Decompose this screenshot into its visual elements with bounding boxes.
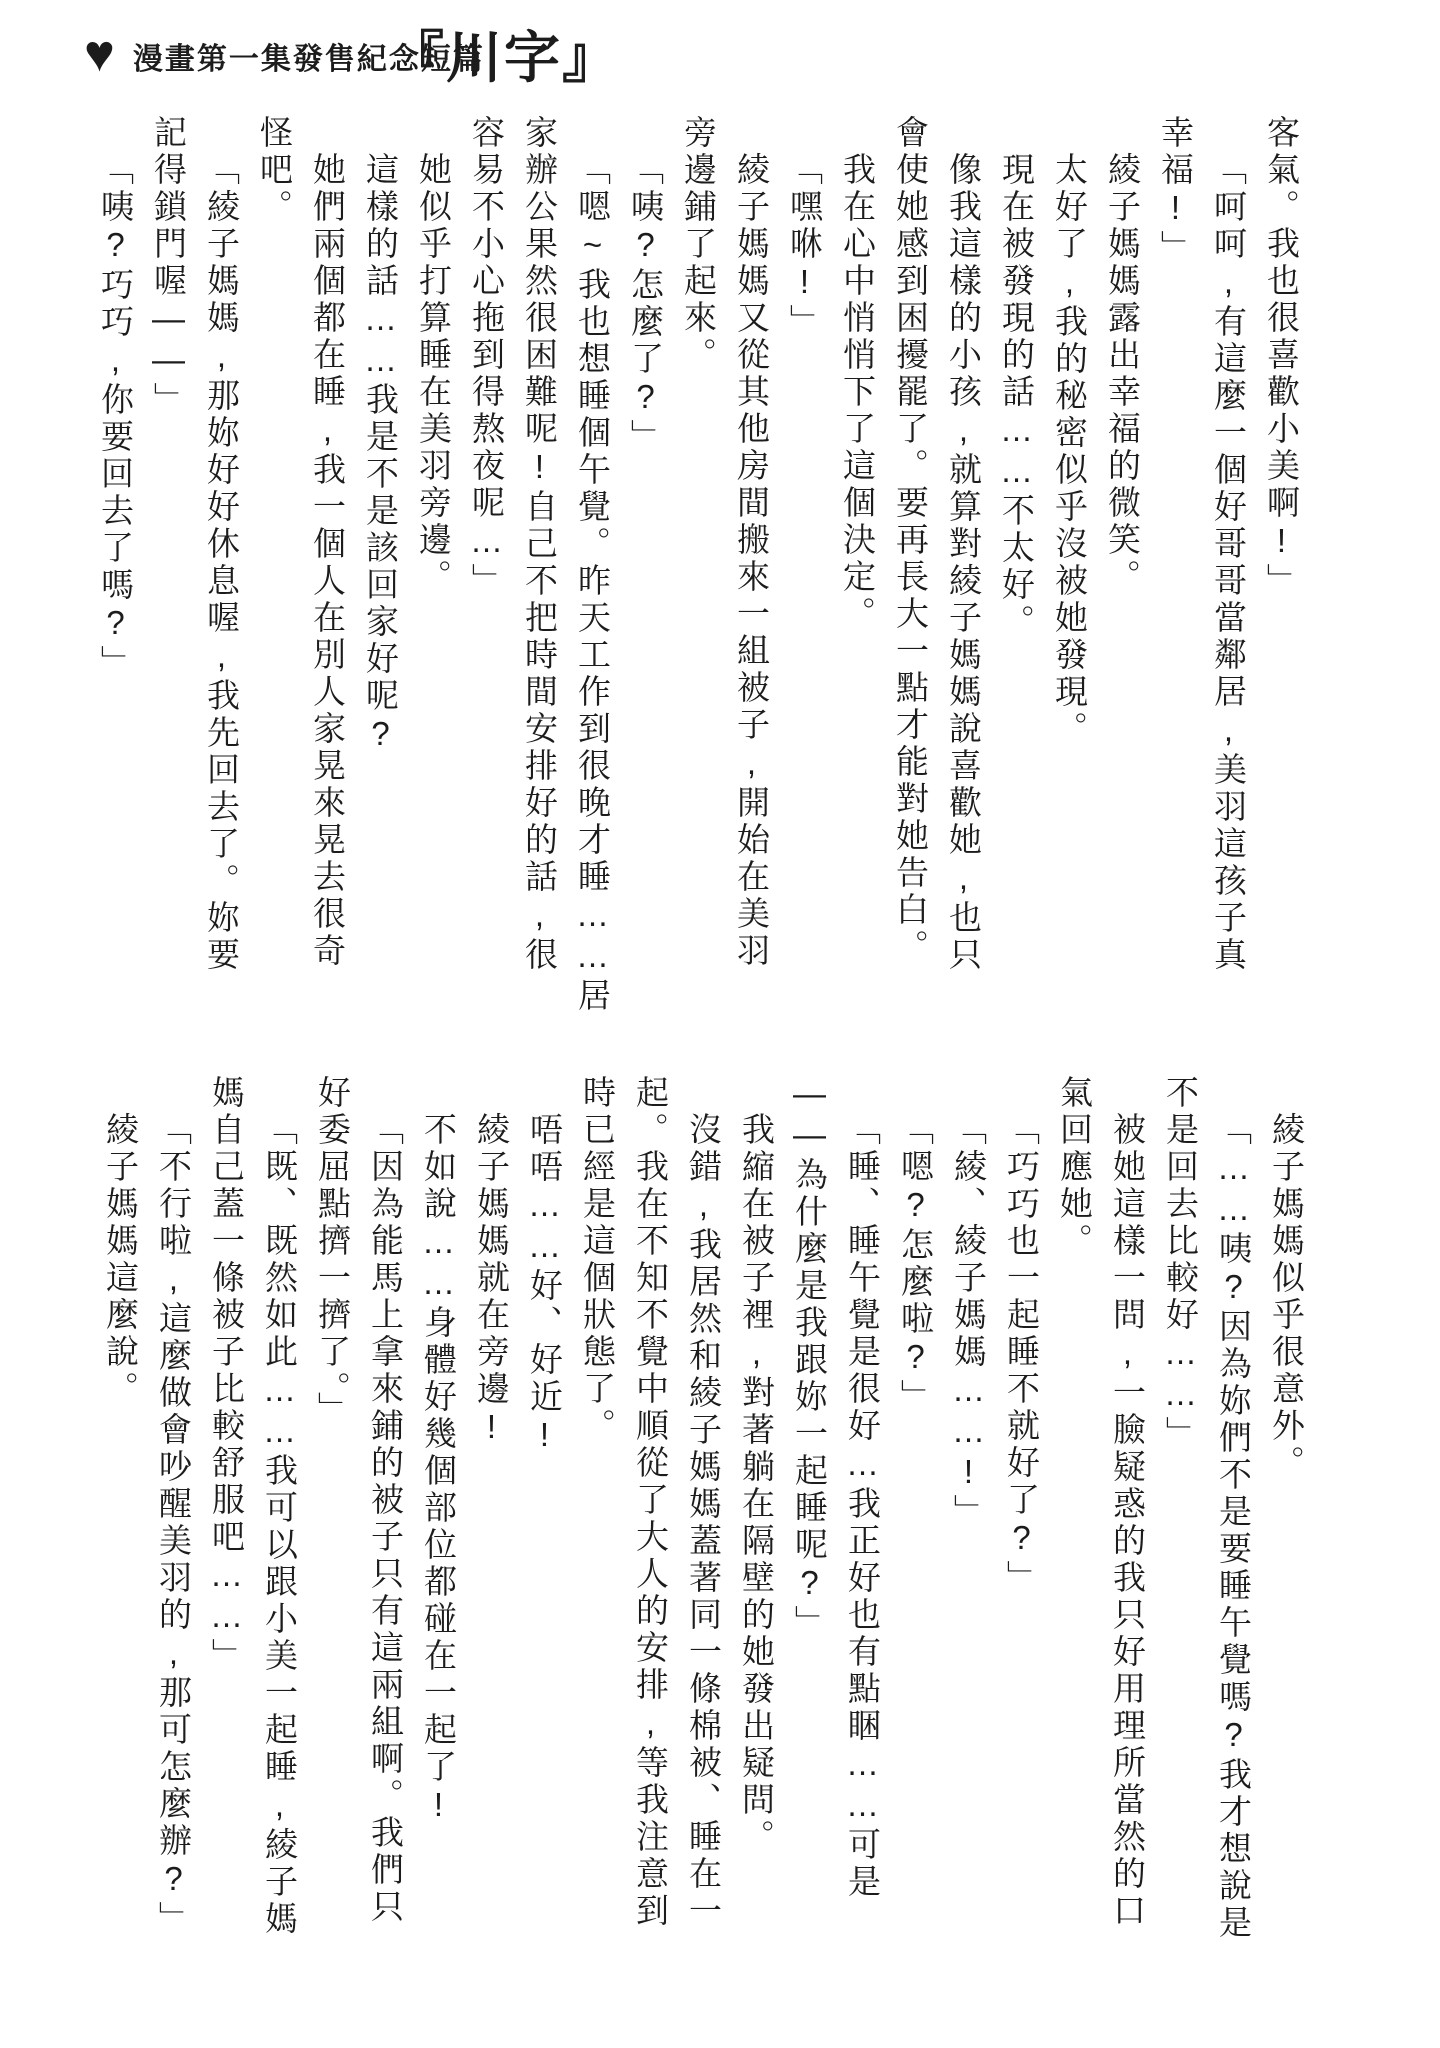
text-column: 時已經是這個狀態了。 (579, 1075, 616, 1445)
text-column: 「綾、綾子媽媽……!」 (950, 1112, 987, 1531)
heart-icon: ♥ (84, 25, 115, 83)
text-column: 會使她感到困擾罷了。要再長大一點才能對她告白。 (892, 115, 929, 966)
text-column: 幸福!」 (1157, 115, 1194, 267)
text-column: 綾子媽媽這麼說。 (102, 1112, 139, 1408)
text-column: 「嘿咻!」 (786, 152, 823, 341)
text-column: 家辦公果然很困難呢!自己不把時間安排好的話,很 (521, 115, 558, 974)
text-column: 怪吧。 (256, 115, 293, 226)
series-label: 漫畫第一集發售紀念短篇 (132, 43, 485, 76)
text-column: 像我這樣的小孩,就算對綾子媽媽說喜歡她,也只 (945, 152, 982, 974)
text-column: 「……咦?因為妳們不是要睡午覺嗎?我才想說是 (1215, 1112, 1252, 1942)
text-column: 「因為能馬上拿來鋪的被子只有這兩組啊。我們只 (367, 1112, 404, 1926)
text-column: 綾子媽媽似乎很意外。 (1268, 1112, 1305, 1482)
text-column: 起。我在不知不覺中順從了大人的安排,等我注意到 (632, 1075, 669, 1930)
text-column: 我在心中悄悄下了這個決定。 (839, 152, 876, 633)
text-column: 「既、既然如此……我可以跟小美一起睡,綾子媽 (261, 1112, 298, 1938)
text-column: 容易不小心拖到得熬夜呢…」 (468, 115, 505, 600)
text-column: 她們兩個都在睡,我一個人在別人家晃來晃去很奇 (309, 152, 346, 970)
text-column: 沒錯,我居然和綾子媽媽蓋著同一條棉被、睡在一 (685, 1112, 722, 1930)
text-column: 她似乎打算睡在美羽旁邊。 (415, 152, 452, 596)
text-column: 綾子媽媽露出幸福的微笑。 (1104, 152, 1141, 596)
text-column: 被她這樣一問,一臉疑惑的我只好用理所當然的口 (1109, 1112, 1146, 1930)
text-column: 「睡、睡午覺是很好…我正好也有點睏……可是 (844, 1112, 881, 1901)
text-column: 記得鎖門喔——」 (150, 115, 187, 419)
text-column: 現在被發現的話……不太好。 (998, 152, 1035, 641)
text-column: 客氣。我也很喜歡小美啊!」 (1263, 115, 1300, 600)
text-column: 好委屈點擠一擠了。」 (314, 1075, 351, 1429)
text-column: 「嗯?怎麼啦?」 (897, 1112, 934, 1416)
text-column: 旁邊鋪了起來。 (680, 115, 717, 374)
text-column: 不如說……身體好幾個部位都碰在一起了! (420, 1112, 457, 1827)
text-column: 氣回應她。 (1056, 1075, 1093, 1260)
text-column: 我縮在被子裡,對著躺在隔壁的她發出疑問。 (738, 1112, 775, 1856)
text-column: 「咦?巧巧,你要回去了嗎?」 (97, 152, 134, 682)
text-column: 綾子媽媽就在旁邊! (473, 1112, 510, 1449)
bottom-text-block (86, 1075, 1305, 2015)
text-column: ——為什麼是我跟妳一起睡呢?」 (791, 1075, 828, 1642)
text-column: 「不行啦,這麼做會吵醒美羽的,那可怎麼辦?」 (155, 1112, 192, 1938)
text-column: 不是回去比較好……」 (1162, 1075, 1199, 1453)
text-column: 「嗯~我也想睡個午覺。昨天工作到很晚才睡……居 (574, 152, 611, 1015)
text-column: 「巧巧也一起睡不就好了?」 (1003, 1112, 1040, 1597)
text-column: 媽自己蓋一條被子比較舒服吧……」 (208, 1075, 245, 1675)
text-column: 這樣的話……我是不是該回家好呢? (362, 152, 399, 756)
page-title: 『川字』 (388, 26, 620, 89)
text-column: 唔唔……好、好近! (526, 1112, 563, 1457)
text-column: 「綾子媽媽,那妳好好休息喔,我先回去了。妳要 (203, 152, 240, 974)
top-text-block (81, 115, 1300, 1015)
text-column: 太好了,我的秘密似乎沒被她發現。 (1051, 152, 1088, 748)
text-column: 綾子媽媽又從其他房間搬來一組被子,開始在美羽 (733, 152, 770, 970)
text-column: 「呵呵,有這麼一個好哥哥當鄰居,美羽這孩子真 (1210, 152, 1247, 974)
text-column: 「咦?怎麼了?」 (627, 152, 664, 456)
